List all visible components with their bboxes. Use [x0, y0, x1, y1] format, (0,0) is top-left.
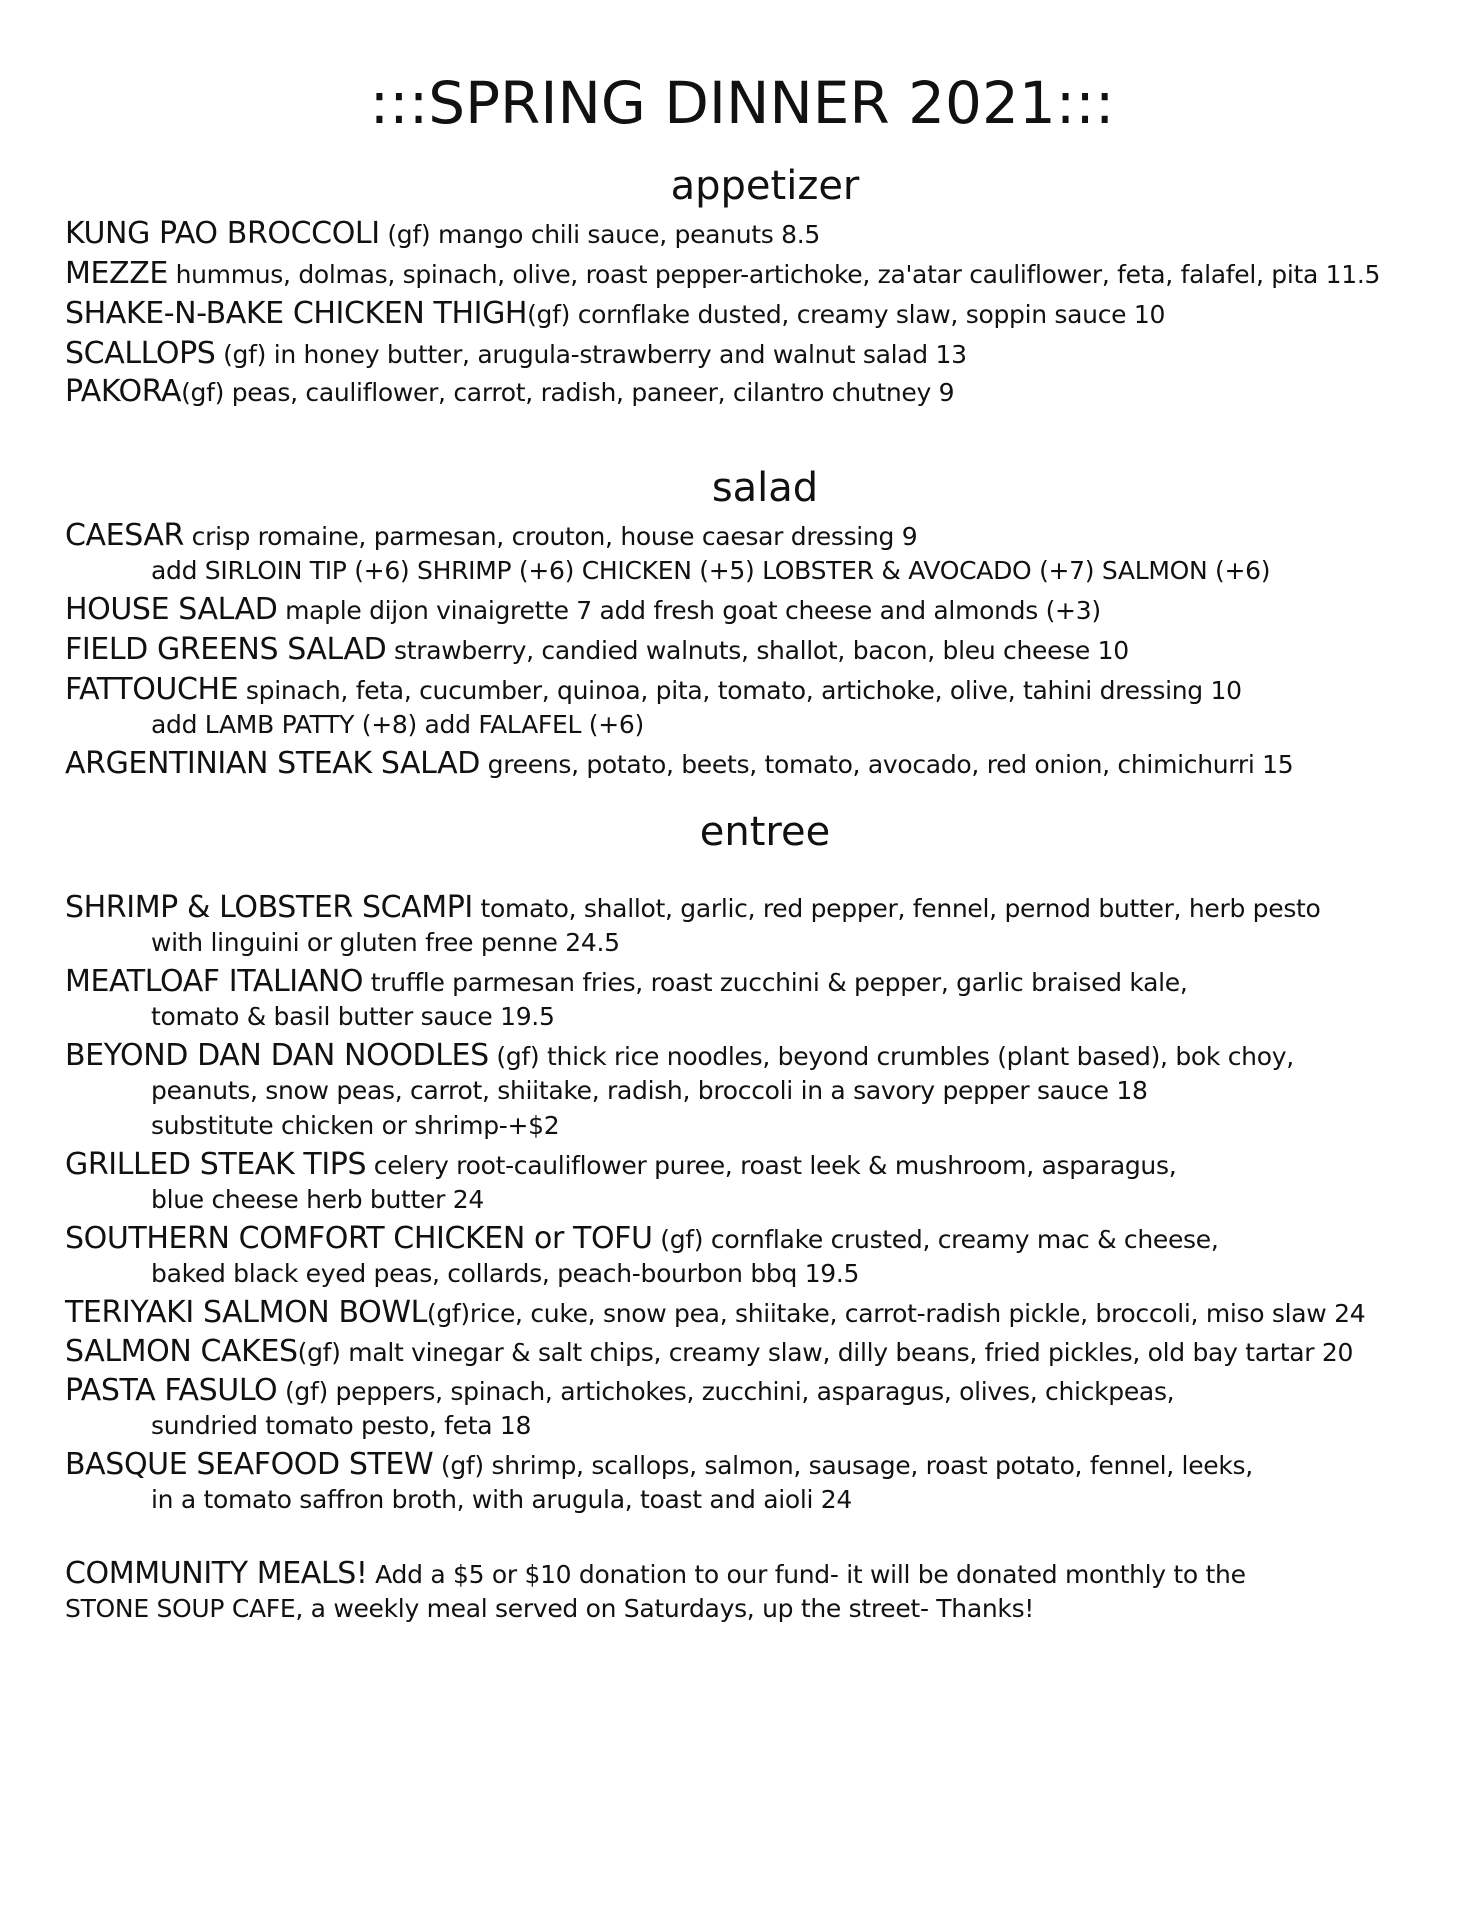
menu-item-southern-comfort: [65, 1221, 1219, 1258]
item-name: SHAKE-N-BAKE CHICKEN THIGH: [65, 296, 528, 331]
item-description-continued: tomato & basil butter sauce 19.5: [151, 1002, 555, 1031]
menu-item-beyond-dan-dan-noodles: [65, 1038, 1294, 1075]
menu-item-house-salad: [65, 592, 1101, 629]
menu-item-kung-pao-broccoli: [65, 216, 820, 253]
menu-item-argentinian-steak-salad: [65, 746, 1293, 783]
item-description: (gf) shrimp, scallops, salmon, sausage, roast potato, fennel, leeks,: [440, 1451, 1253, 1480]
community-meals-description-continued: STONE SOUP CAFE, a weekly meal served on Saturdays, up the street- Thanks!: [65, 1594, 1035, 1623]
item-description: truffle parmesan fries, roast zucchini & pepper, garlic braised kale,: [370, 968, 1188, 997]
menu-item-fattouche: [65, 672, 1242, 709]
section-heading-entree: entree: [699, 809, 831, 855]
item-name: PASTA FASULO: [65, 1373, 278, 1408]
item-description-continued: blue cheese herb butter 24: [151, 1185, 484, 1214]
menu-item-grilled-steak-tips: [65, 1147, 1176, 1184]
item-description: (gf) cornflake crusted, creamy mac & cheese,: [660, 1225, 1219, 1254]
menu-item-pakora: [65, 374, 954, 411]
section-heading-salad: salad: [711, 465, 819, 511]
item-name: ARGENTINIAN STEAK SALAD: [65, 746, 480, 781]
item-description: tomato, shallot, garlic, red pepper, fennel, pernod butter, herb pesto: [480, 894, 1321, 923]
item-name: MEATLOAF ITALIANO: [65, 964, 364, 999]
item-name: PAKORA: [65, 374, 182, 409]
menu-item-teriyaki-salmon-bowl: [65, 1295, 1365, 1332]
item-description: (gf) peas, cauliflower, carrot, radish, paneer, cilantro chutney 9: [181, 378, 955, 407]
caesar-add-ons: add SIRLOIN TIP (+6) SHRIMP (+6) CHICKEN (+5) LOBSTER & AVOCADO (+7) SALMON (+6): [151, 556, 1271, 585]
item-description: (gf)rice, cuke, snow pea, shiitake, carrot-radish pickle, broccoli, miso slaw 24: [426, 1299, 1366, 1328]
menu-item-pasta-fasulo: [65, 1373, 1174, 1410]
item-description-continued: sundried tomato pesto, feta 18: [151, 1411, 532, 1440]
fattouche-add-ons: add LAMB PATTY (+8) add FALAFEL (+6): [151, 710, 644, 739]
item-description: cornflake dusted, creamy slaw, soppin sauce 10: [577, 300, 1166, 329]
item-description: celery root-cauliflower puree, roast leek & mushroom, asparagus,: [373, 1151, 1177, 1180]
item-name: BEYOND DAN DAN NOODLES: [65, 1038, 489, 1073]
item-description: (gf) malt vinegar & salt chips, creamy slaw, dilly beans, fried pickles, old bay tartar 20: [297, 1338, 1354, 1367]
community-meals-heading: COMMUNITY MEALS!: [65, 1556, 368, 1591]
menu-item-basque-seafood-stew: [65, 1447, 1253, 1484]
item-name: BASQUE SEAFOOD STEW: [65, 1447, 434, 1482]
item-description-continued: substitute chicken or shrimp-+$2: [151, 1111, 560, 1140]
item-name: SCALLOPS: [65, 336, 216, 371]
item-description: greens, potato, beets, tomato, avocado, red onion, chimichurri 15: [487, 750, 1294, 779]
item-name: FIELD GREENS SALAD: [65, 632, 387, 667]
item-tag: (gf): [387, 220, 431, 249]
item-name: SOUTHERN COMFORT CHICKEN or TOFU: [65, 1221, 653, 1256]
menu-item-scallops: [65, 336, 967, 373]
menu-title: :::SPRING DINNER 2021:::: [369, 69, 1115, 137]
item-description: (gf) peppers, spinach, artichokes, zucchini, asparagus, olives, chickpeas,: [284, 1377, 1175, 1406]
item-description-continued: baked black eyed peas, collards, peach-bourbon bbq 19.5: [151, 1259, 860, 1288]
item-name: MEZZE: [65, 256, 168, 291]
item-tag: (gf): [223, 340, 267, 369]
community-meals-description: Add a $5 or $10 donation to our fund- it will be donated monthly to the: [375, 1560, 1246, 1589]
item-name: SHRIMP & LOBSTER SCAMPI: [65, 890, 473, 925]
item-name: CAESAR: [65, 518, 184, 553]
item-description: hummus, dolmas, spinach, olive, roast pepper-artichoke, za'atar cauliflower, feta, falafel, pita 11.5: [175, 260, 1381, 289]
item-description-continued: with linguini or gluten free penne 24.5: [151, 928, 620, 957]
menu-item-shake-n-bake: [65, 296, 1165, 333]
menu-item-shrimp-lobster-scampi: [65, 890, 1321, 927]
item-name: KUNG PAO BROCCOLI: [65, 216, 380, 251]
item-name: SALMON CAKES: [65, 1334, 298, 1369]
item-description: spinach, feta, cucumber, quinoa, pita, tomato, artichoke, olive, tahini dressing 10: [245, 676, 1242, 705]
menu-item-meatloaf-italiano: [65, 964, 1188, 1001]
menu-item-salmon-cakes: [65, 1334, 1353, 1371]
item-tag: (gf): [527, 300, 571, 329]
item-description-continued: peanuts, snow peas, carrot, shiitake, radish, broccoli in a savory pepper sauce 18: [151, 1076, 1148, 1105]
menu-item-caesar: [65, 518, 917, 555]
item-description: crisp romaine, parmesan, crouton, house caesar dressing 9: [191, 522, 918, 551]
item-description: (gf) thick rice noodles, beyond crumbles (plant based), bok choy,: [496, 1042, 1294, 1071]
menu-item-field-greens: [65, 632, 1129, 669]
item-description-continued: in a tomato saffron broth, with arugula, toast and aioli 24: [151, 1485, 853, 1514]
section-heading-appetizer: appetizer: [670, 163, 860, 209]
item-name: TERIYAKI SALMON BOWL: [65, 1295, 427, 1330]
item-description: in honey butter, arugula-strawberry and walnut salad 13: [273, 340, 967, 369]
item-description: maple dijon vinaigrette 7 add fresh goat cheese and almonds (+3): [285, 596, 1101, 625]
item-name: FATTOUCHE: [65, 672, 239, 707]
menu-item-mezze: [65, 256, 1380, 293]
item-description: mango chili sauce, peanuts 8.5: [437, 220, 820, 249]
community-meals-note: [65, 1556, 1246, 1593]
item-description: strawberry, candied walnuts, shallot, bacon, bleu cheese 10: [394, 636, 1129, 665]
item-name: HOUSE SALAD: [65, 592, 278, 627]
item-name: GRILLED STEAK TIPS: [65, 1147, 367, 1182]
